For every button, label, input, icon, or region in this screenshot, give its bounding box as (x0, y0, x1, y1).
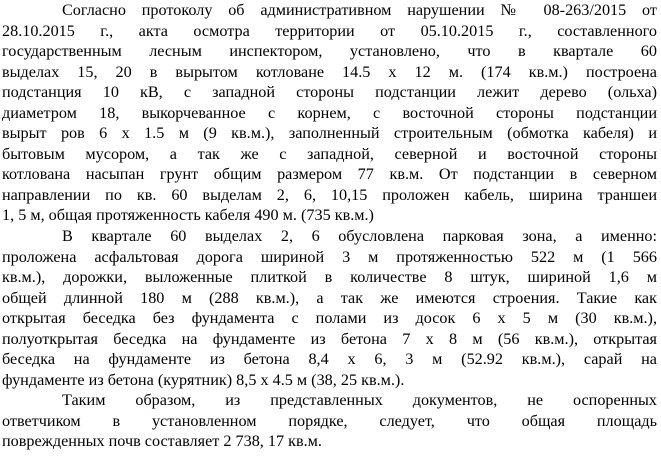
text-line: ответчиком в установленном порядке, следует, что общая площадь (2, 411, 657, 430)
paragraph-park-zone (2, 226, 657, 390)
text-line: кв.м.), дорожки, выложенные плиткой в количестве 8 штук, шириной 1,6 м (2, 268, 657, 287)
text-line: открытая беседка без фундамента с полами из досок 6 х 5 м (30 кв.м.), (2, 309, 657, 328)
text-line: бытовым мусором, а так же с западной, северной и восточной стороны (2, 144, 657, 163)
text-line: проложена асфальтовая дорога шириной 3 м протяженностью 522 м (1 566 (2, 247, 657, 266)
text-line: Согласно протоколу об административном нарушении № 08-263/2015 от (62, 1, 657, 19)
text-line: государственным лесным инспектором, установлено, что в квартале 60 (2, 42, 657, 61)
text-line: подстанция 10 кВ, с западной стороны подстанции лежит дерево (ольха) (2, 83, 657, 102)
text-line: котлована насыпан грунт общим размером 77 кв.м. От подстанции в северном (2, 165, 657, 184)
text-line: беседка на фундаменте из бетона 8,4 х 6, 3 м (52.92 кв.м.), сарай на (2, 350, 657, 369)
text-line: полуоткрытая беседка на фундаменте из бетона 7 х 8 м (56 кв.м.), открытая (2, 329, 657, 348)
text-line: Таким образом, из представленных документов, не оспоренных (62, 391, 657, 410)
text-line: фундаменте из бетона (курятник) 8,5 х 4.5 м (38, 25 кв.м.). (2, 370, 405, 389)
text-line: В квартале 60 выделах 2, 6 обусловлена парковая зона, а именно: (62, 227, 657, 246)
paragraph-conclusion (2, 390, 657, 452)
text-line: выделах 15, 20 в вырытом котловане 14.5 х 12 м. (174 кв.м.) построена (2, 62, 657, 81)
text-line: вырыт ров 6 х 1.5 м (9 кв.м.), заполненный строительным (обмотка кабеля) и (2, 124, 657, 143)
paragraph-violation-protocol (2, 0, 657, 226)
text-line: диаметром 18, выкорчеванное с корнем, с восточной стороны подстанции (2, 103, 657, 122)
text-line: направлении по кв. 60 выделам 2, 6, 10,15 проложен кабель, ширина траншеи (2, 185, 657, 204)
text-line: 28.10.2015 г., акта осмотра территории от 05.10.2015 г., составленного (2, 21, 657, 40)
text-line: 1, 5 м, общая протяженность кабеля 490 м. (735 кв.м.) (2, 206, 374, 225)
text-line: общей длинной 180 м (288 кв.м.), а так же имеются строения. Такие как (2, 288, 657, 307)
text-line: поврежденных почв составляет 2 738, 17 кв.м. (2, 432, 322, 451)
